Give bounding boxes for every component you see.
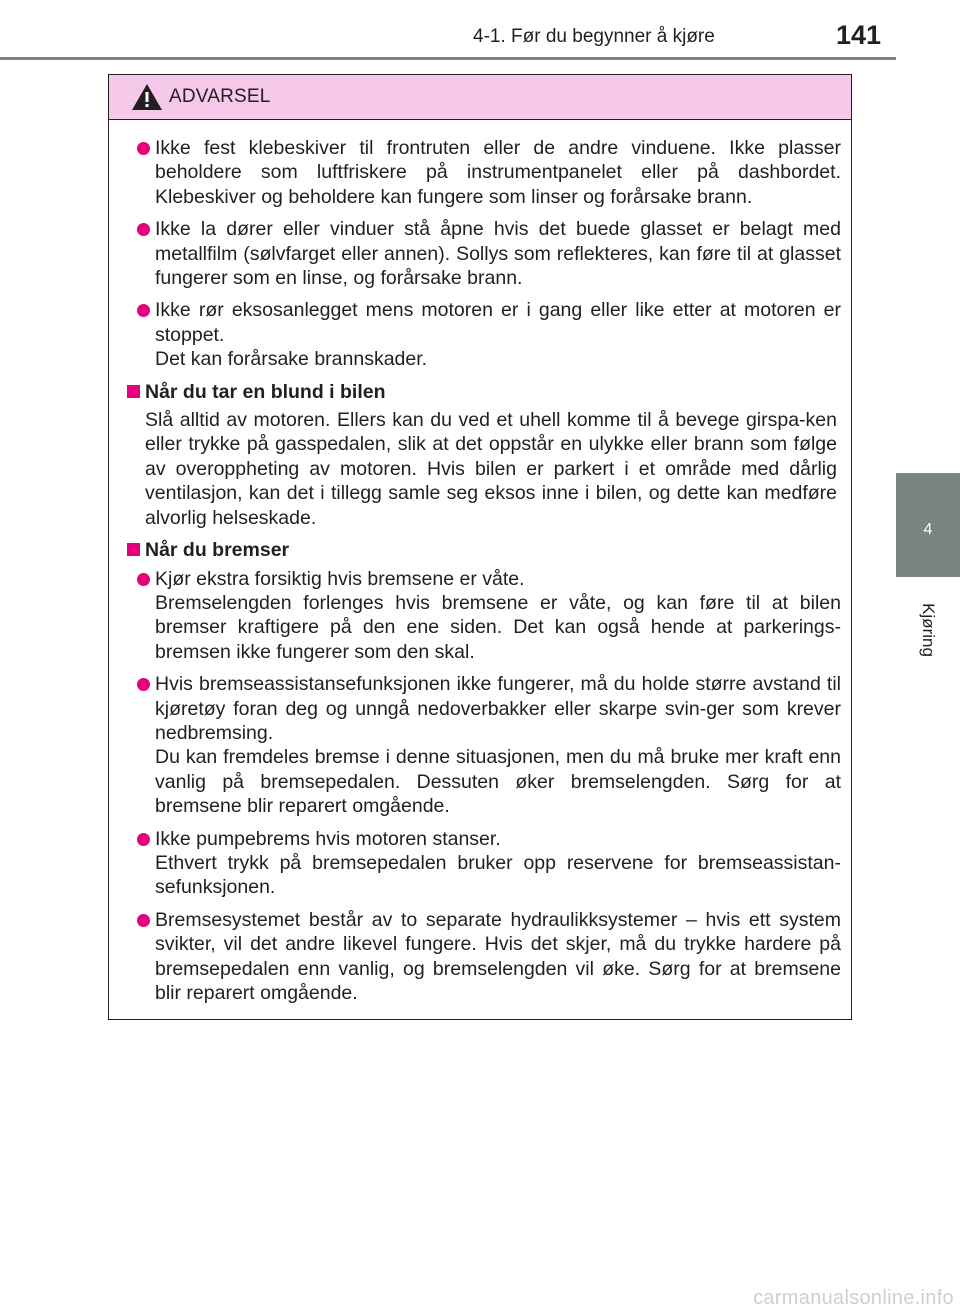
list-item (119, 567, 841, 665)
header-rule (0, 57, 896, 60)
watermark: carmanualsonline.info (753, 1287, 954, 1309)
bullet-dot (137, 142, 150, 155)
warning-triangle-icon (131, 83, 163, 111)
bullet-dot (137, 914, 150, 927)
warning-body (109, 120, 851, 1005)
bullet-text: Bremselengden forlenges hvis bremsene er våte, og kan føre til at bilen bremser kraftigere på den ene siden. Det kan også hende at parkerings-bremsen ikke fungerer som den skal. (155, 591, 841, 663)
bullet-text: Du kan fremdeles bremse i denne situasjonen, men du må bruke mer kraft enn vanlig på bremsepedalen. Dessuten øker bremselengden. Sørg for at bremsene blir reparert omgående. (155, 746, 841, 818)
bullet-title: Kjør ekstra forsiktig hvis bremsene er våte. (155, 567, 525, 590)
bullet-dot (137, 678, 150, 691)
section-heading-text: Når du tar en blund i bilen (145, 380, 386, 403)
bullet-text: Ethvert trykk på bremsepedalen bruker opp reservene for bremseassistan-sefunksjonen. (155, 851, 841, 899)
section-heading-braking (119, 538, 841, 562)
section-marker (127, 385, 140, 398)
chapter-tab-label: Kjøring (919, 603, 938, 657)
bullet-text: Ikke rør eksosanlegget mens motoren er i gang eller like etter at motoren er stoppet. (155, 299, 841, 346)
warning-box (108, 74, 852, 1020)
bullet-title: Hvis bremseassistansefunksjonen ikke fungerer, må du holde større avstand til kjøretøy foran deg og unngå nedoverbakker eller skarpe svin-ger som krever nedbremsing. (155, 673, 841, 744)
bullet-note: Det kan forårsake brannskader. (155, 348, 428, 371)
list-item (119, 298, 841, 371)
list-item (119, 827, 841, 900)
bullet-title: Bremsesystemet består av to separate hydraulikksystemer – hvis ett system svikter, vil det andre likevel fungere. Hvis det skjer, må du trykke hardere på bremsepedalen enn vanlig, og bremselengden vil øke. Sørg for at bremsene blir reparert omgående. (155, 908, 841, 1004)
warning-title: ADVARSEL (169, 86, 271, 107)
section-heading-nap (119, 380, 841, 404)
list-item (119, 136, 841, 209)
nap-paragraph: Slå alltid av motoren. Ellers kan du ved et uhell komme til å bevege girspa-ken eller trykke på gasspedalen, slik at det oppstår en ulykke eller brann som følge av overoppheting av motoren. Hvis bilen er parkert i et område med dårlig ventilasjon, kan det i tillegg samle seg eksos inne i bilen, og dette kan medføre alvorlig helseskade. (145, 409, 837, 529)
list-item (119, 672, 841, 818)
list-item (119, 217, 841, 290)
bullet-dot (137, 833, 150, 846)
bullet-text: Ikke fest klebeskiver til frontruten eller de andre vinduene. Ikke plasser beholdere som luftfriskere på instrumentpanelet eller på dashbordet. Klebeskiver og beholdere kan fungere som linser og forårsake brann. (155, 137, 841, 208)
bullet-dot (137, 573, 150, 586)
bullet-dot (137, 304, 150, 317)
list-item (119, 908, 841, 1006)
chapter-tab-number: 4 (923, 521, 933, 538)
chapter-tab (896, 473, 960, 577)
page-number: 141 (836, 20, 882, 50)
section-marker (127, 543, 140, 556)
bullet-title: Ikke pumpebrems hvis motoren stanser. (155, 827, 501, 850)
warning-header (109, 75, 851, 120)
bullet-dot (137, 223, 150, 236)
running-header-section: 4-1. Før du begynner å kjøre (473, 26, 715, 47)
bullet-text: Ikke la dører eller vinduer stå åpne hvis det buede glasset er belagt med metallfilm (sølvfarget eller annen). Sollys som reflekteres, kan føre til at glasset fungerer som en linse, og forårsake brann. (155, 218, 841, 290)
section-heading-text: Når du bremser (145, 539, 290, 562)
